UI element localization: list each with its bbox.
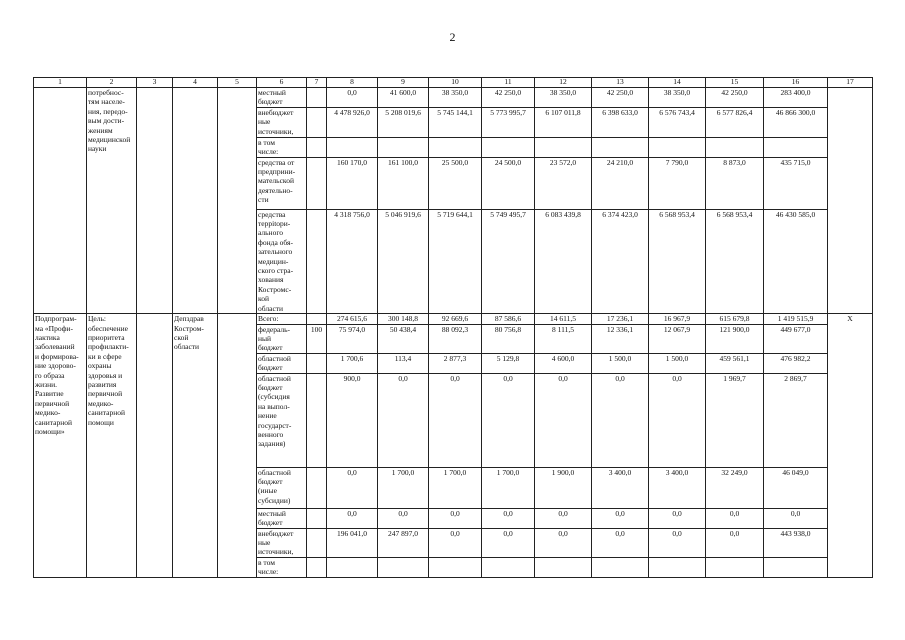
code-cell	[307, 137, 327, 157]
amount-cell	[592, 557, 649, 577]
amount-cell: 17 236,1	[592, 314, 649, 324]
empty-cell	[218, 88, 257, 314]
code-cell	[307, 157, 327, 209]
amount-cell: 1 969,7	[706, 373, 764, 467]
amount-cell: 38 350,0	[535, 88, 592, 108]
amount-cell: 42 250,0	[482, 88, 535, 108]
header-cell: 6	[257, 78, 307, 88]
header-cell: 17	[828, 78, 873, 88]
goal-description-cell: Цель: обеспечение приоритета профилакти- ки в сфере охраны здоровья и развития первичной медико- санитарной помощи	[87, 314, 137, 578]
empty-cell	[137, 88, 173, 314]
amount-cell: 0,0	[327, 88, 378, 108]
header-cell: 7	[307, 78, 327, 88]
amount-cell: 196 041,0	[327, 528, 378, 557]
amount-cell: 0,0	[429, 373, 482, 467]
amount-cell: 0,0	[706, 508, 764, 528]
code-cell	[307, 508, 327, 528]
code-cell	[307, 557, 327, 577]
budget-table	[33, 77, 873, 578]
code-cell	[307, 353, 327, 373]
amount-cell: 300 148,8	[378, 314, 429, 324]
empty-cell	[137, 314, 173, 578]
amount-cell: 0,0	[649, 373, 706, 467]
amount-cell	[482, 557, 535, 577]
header-cell: 15	[706, 78, 764, 88]
amount-cell	[649, 137, 706, 157]
amount-cell: 7 790,0	[649, 157, 706, 209]
subprogram-name-cell: Подпрограм- ма «Профи- лактика заболеваний и формирова- ние здорово- го образа жизни. Развитие первичной медико- санитарной помощи»	[34, 314, 87, 578]
amount-cell: 38 350,0	[429, 88, 482, 108]
amount-cell: 0,0	[706, 528, 764, 557]
amount-cell	[429, 137, 482, 157]
amount-cell: 4 318 756,0	[327, 209, 378, 313]
amount-cell: 615 679,8	[706, 314, 764, 324]
amount-cell: 0,0	[592, 373, 649, 467]
mark-cell: X	[828, 314, 873, 578]
amount-cell: 1 700,0	[378, 467, 429, 508]
header-cell: 5	[218, 78, 257, 88]
header-cell: 4	[173, 78, 218, 88]
amount-cell: 12 336,1	[592, 324, 649, 353]
amount-cell: 25 500,0	[429, 157, 482, 209]
amount-cell: 0,0	[429, 528, 482, 557]
funding-source-cell: средства террitори- ального фонда обя- зательного медицин- ского стра- хования Костромс- кой области	[257, 209, 307, 313]
amount-cell: 1 500,0	[649, 353, 706, 373]
table-row	[34, 314, 873, 324]
header-cell: 1	[34, 78, 87, 88]
amount-cell: 160 170,0	[327, 157, 378, 209]
amount-cell: 75 974,0	[327, 324, 378, 353]
amount-cell: 87 586,6	[482, 314, 535, 324]
header-cell: 16	[764, 78, 828, 88]
amount-cell: 5 719 644,1	[429, 209, 482, 313]
amount-cell: 0,0	[429, 508, 482, 528]
amount-cell: 92 669,6	[429, 314, 482, 324]
header-cell: 11	[482, 78, 535, 88]
funding-source-cell: федераль- ный бюджет	[257, 324, 307, 353]
amount-cell: 41 600,0	[378, 88, 429, 108]
funding-source-cell: внебюджет ные источники,	[257, 107, 307, 137]
amount-cell: 12 067,9	[649, 324, 706, 353]
code-cell	[307, 528, 327, 557]
code-cell	[307, 209, 327, 313]
amount-cell: 6 576 743,4	[649, 107, 706, 137]
amount-cell	[592, 137, 649, 157]
amount-cell: 283 400,0	[764, 88, 828, 108]
amount-cell: 900,0	[327, 373, 378, 467]
amount-cell: 50 438,4	[378, 324, 429, 353]
amount-cell: 14 611,5	[535, 314, 592, 324]
amount-cell: 5 773 995,7	[482, 107, 535, 137]
amount-cell: 1 900,0	[535, 467, 592, 508]
funding-source-cell: в том числе:	[257, 557, 307, 577]
amount-cell: 0,0	[378, 508, 429, 528]
funding-source-cell: областной бюджет	[257, 353, 307, 373]
amount-cell: 42 250,0	[706, 88, 764, 108]
funding-source-cell: средства от предприни- мательской деятельно- сти	[257, 157, 307, 209]
amount-cell	[327, 137, 378, 157]
amount-cell: 5 129,8	[482, 353, 535, 373]
amount-cell: 8 111,5	[535, 324, 592, 353]
funding-source-cell: Всего:	[257, 314, 307, 324]
goal-description-cell: потребнос- тям населе- ния, передо- вым дости- жениям медицинской науки	[87, 88, 137, 314]
amount-cell: 5 208 019,6	[378, 107, 429, 137]
amount-cell	[764, 137, 828, 157]
amount-cell: 4 600,0	[535, 353, 592, 373]
amount-cell	[706, 557, 764, 577]
amount-cell: 6 398 633,0	[592, 107, 649, 137]
amount-cell	[764, 557, 828, 577]
amount-cell	[535, 137, 592, 157]
amount-cell	[706, 137, 764, 157]
amount-cell: 1 419 515,9	[764, 314, 828, 324]
amount-cell: 0,0	[764, 508, 828, 528]
amount-cell: 5 745 144,1	[429, 107, 482, 137]
amount-cell: 0,0	[592, 508, 649, 528]
header-cell: 10	[429, 78, 482, 88]
empty-cell	[34, 88, 87, 314]
amount-cell: 435 715,0	[764, 157, 828, 209]
amount-cell: 23 572,0	[535, 157, 592, 209]
amount-cell	[649, 557, 706, 577]
amount-cell: 0,0	[482, 373, 535, 467]
code-cell	[307, 107, 327, 137]
amount-cell: 1 700,6	[327, 353, 378, 373]
amount-cell: 6 083 439,8	[535, 209, 592, 313]
code-cell	[307, 467, 327, 508]
amount-cell: 46 049,0	[764, 467, 828, 508]
header-cell: 8	[327, 78, 378, 88]
funding-source-cell: местный бюджет	[257, 508, 307, 528]
amount-cell: 2 877,3	[429, 353, 482, 373]
amount-cell: 16 967,9	[649, 314, 706, 324]
amount-cell: 6 107 011,8	[535, 107, 592, 137]
empty-cell	[218, 314, 257, 578]
amount-cell: 42 250,0	[592, 88, 649, 108]
header-cell: 13	[592, 78, 649, 88]
amount-cell: 247 897,0	[378, 528, 429, 557]
amount-cell: 6 374 423,0	[592, 209, 649, 313]
amount-cell: 459 561,1	[706, 353, 764, 373]
amount-cell: 0,0	[535, 508, 592, 528]
funding-source-cell: областной бюджет (иные субсидии)	[257, 467, 307, 508]
header-cell: 2	[87, 78, 137, 88]
amount-cell: 46 430 585,0	[764, 209, 828, 313]
amount-cell: 80 756,8	[482, 324, 535, 353]
amount-cell: 6 568 953,4	[649, 209, 706, 313]
amount-cell: 0,0	[482, 528, 535, 557]
amount-cell: 2 869,7	[764, 373, 828, 467]
amount-cell: 5 749 495,7	[482, 209, 535, 313]
amount-cell: 32 249,0	[706, 467, 764, 508]
amount-cell: 0,0	[592, 528, 649, 557]
amount-cell: 3 400,0	[649, 467, 706, 508]
funding-source-cell: в том числе:	[257, 137, 307, 157]
amount-cell	[378, 557, 429, 577]
amount-cell: 449 677,0	[764, 324, 828, 353]
empty-cell	[173, 88, 218, 314]
amount-cell: 1 700,0	[482, 467, 535, 508]
amount-cell: 46 866 300,0	[764, 107, 828, 137]
amount-cell: 4 478 926,0	[327, 107, 378, 137]
header-row	[34, 78, 873, 88]
amount-cell: 24 210,0	[592, 157, 649, 209]
amount-cell	[429, 557, 482, 577]
amount-cell: 8 873,0	[706, 157, 764, 209]
header-cell: 12	[535, 78, 592, 88]
amount-cell: 0,0	[378, 373, 429, 467]
code-cell	[307, 314, 327, 324]
amount-cell: 443 938,0	[764, 528, 828, 557]
amount-cell: 0,0	[649, 528, 706, 557]
amount-cell	[378, 137, 429, 157]
amount-cell: 0,0	[535, 373, 592, 467]
amount-cell: 121 900,0	[706, 324, 764, 353]
amount-cell: 38 350,0	[649, 88, 706, 108]
amount-cell: 0,0	[535, 528, 592, 557]
amount-cell: 274 615,6	[327, 314, 378, 324]
funding-source-cell: местный бюджет	[257, 88, 307, 108]
amount-cell: 3 400,0	[592, 467, 649, 508]
amount-cell: 476 982,2	[764, 353, 828, 373]
amount-cell: 24 500,0	[482, 157, 535, 209]
amount-cell: 113,4	[378, 353, 429, 373]
amount-cell: 6 568 953,4	[706, 209, 764, 313]
amount-cell: 1 500,0	[592, 353, 649, 373]
amount-cell: 0,0	[482, 508, 535, 528]
amount-cell: 88 092,3	[429, 324, 482, 353]
funding-source-cell: областной бюджет (субсидия на выпол- нение государст- венного задания)	[257, 373, 307, 467]
amount-cell: 5 046 919,6	[378, 209, 429, 313]
header-cell: 3	[137, 78, 173, 88]
amount-cell: 161 100,0	[378, 157, 429, 209]
empty-cell	[828, 88, 873, 314]
header-cell: 14	[649, 78, 706, 88]
code-cell	[307, 88, 327, 108]
code-cell: 100	[307, 324, 327, 353]
amount-cell: 1 700,0	[429, 467, 482, 508]
responsible-executor-cell: Депздрав Костром- ской области	[173, 314, 218, 578]
amount-cell	[327, 557, 378, 577]
amount-cell: 0,0	[327, 467, 378, 508]
amount-cell: 0,0	[649, 508, 706, 528]
header-cell: 9	[378, 78, 429, 88]
amount-cell	[535, 557, 592, 577]
table-row	[34, 88, 873, 108]
code-cell	[307, 373, 327, 467]
amount-cell	[482, 137, 535, 157]
amount-cell: 6 577 826,4	[706, 107, 764, 137]
page-number: 2	[449, 30, 456, 44]
funding-source-cell: внебюджет ные источники,	[257, 528, 307, 557]
amount-cell: 0,0	[327, 508, 378, 528]
